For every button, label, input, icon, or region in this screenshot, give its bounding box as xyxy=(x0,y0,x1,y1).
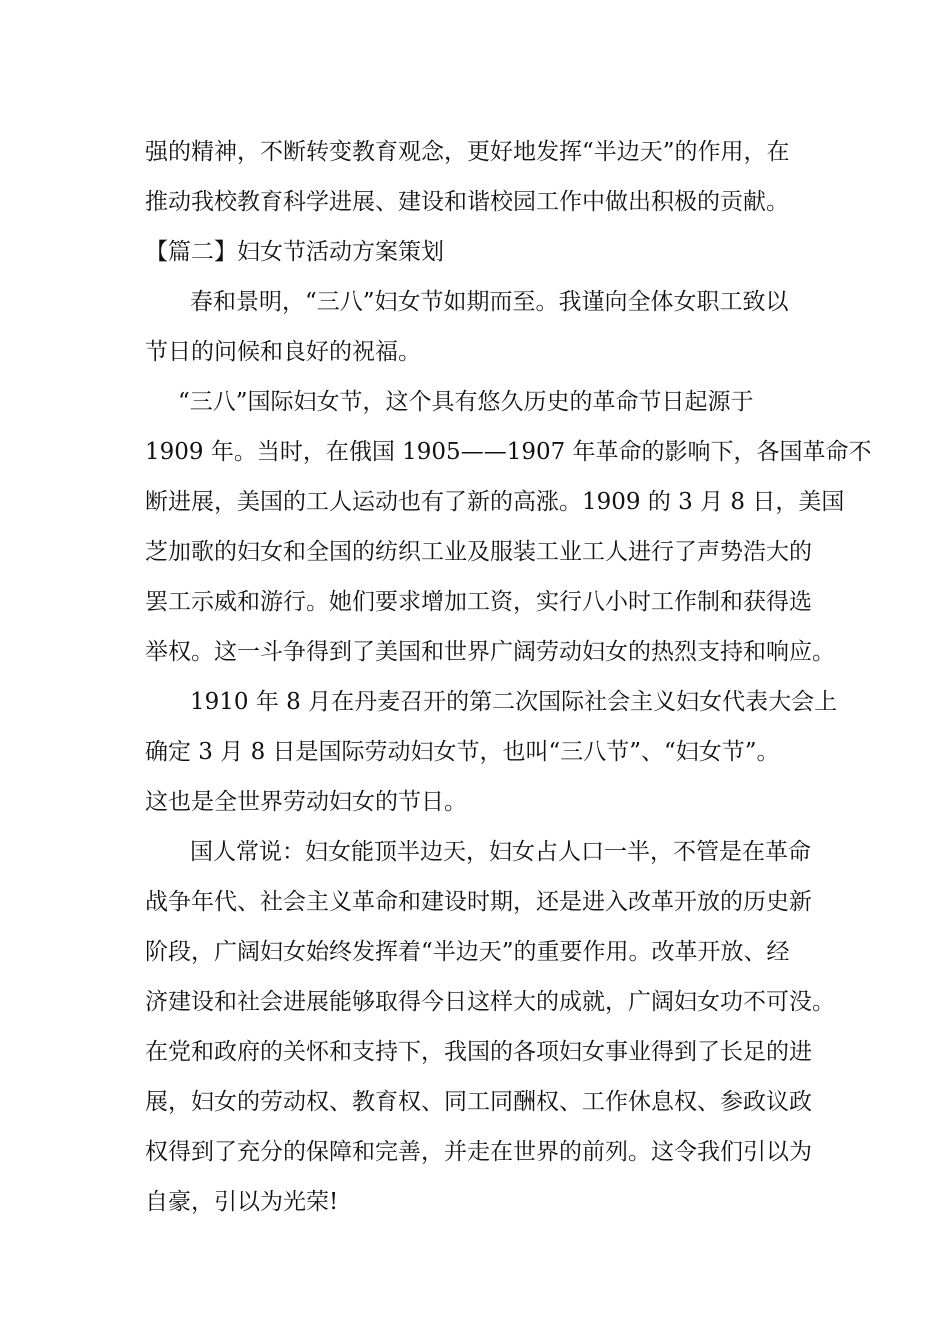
text-line: 断进展，美国的工人运动也有了新的高涨。1909 的 3 月 8 日，美国 xyxy=(145,489,845,515)
text-line: 推动我校教育科学进展、建设和谐校园工作中做出积极的贡献。 xyxy=(145,189,789,215)
text-line: 1910 年 8 月在丹麦召开的第二次国际社会主义妇女代表大会上 xyxy=(190,689,838,715)
text-line: 自豪，引以为光荣! xyxy=(145,1189,339,1215)
text-line: 罢工示威和游行。她们要求增加工资，实行八小时工作制和获得选 xyxy=(145,589,812,615)
text-line: 节日的问候和良好的祝福。 xyxy=(145,339,421,365)
text-line: 1909 年。当时，在俄国 1905——1907 年革命的影响下，各国革命不 xyxy=(145,439,872,465)
text-line: 阶段，广阔妇女始终发挥着“半边天”的重要作用。改革开放、经 xyxy=(145,939,790,965)
section-heading: 【篇二】妇女节活动方案策划 xyxy=(145,239,444,265)
text-line: 春和景明，“三八”妇女节如期而至。我谨向全体女职工致以 xyxy=(190,289,789,315)
text-line: 战争年代、社会主义革命和建设时期，还是进入改革开放的历史新 xyxy=(145,889,812,915)
text-line: 济建设和社会进展能够取得今日这样大的成就，广阔妇女功不可没。 xyxy=(145,989,835,1015)
text-line: “三八”国际妇女节，这个具有悠久历史的革命节日起源于 xyxy=(178,389,754,415)
text-line: 展，妇女的劳动权、教育权、同工同酬权、工作休息权、参政议政 xyxy=(145,1089,812,1115)
text-line: 芝加歌的妇女和全国的纺织工业及服装工业工人进行了声势浩大的 xyxy=(145,539,812,565)
text-line: 国人常说：妇女能顶半边天，妇女占人口一半，不管是在革命 xyxy=(190,839,811,865)
text-line: 举权。这一斗争得到了美国和世界广阔劳动妇女的热烈支持和响应。 xyxy=(145,639,835,665)
text-line: 权得到了充分的保障和完善，并走在世界的前列。这令我们引以为 xyxy=(145,1139,812,1165)
text-line: 强的精神，不断转变教育观念，更好地发挥“半边天”的作用，在 xyxy=(145,139,790,165)
text-line: 这也是全世界劳动妇女的节日。 xyxy=(145,789,467,815)
text-line: 在党和政府的关怀和支持下，我国的各项妇女事业得到了长足的进 xyxy=(145,1039,812,1065)
text-line: 确定 3 月 8 日是国际劳动妇女节，也叫“三八节”、“妇女节”。 xyxy=(145,739,780,765)
